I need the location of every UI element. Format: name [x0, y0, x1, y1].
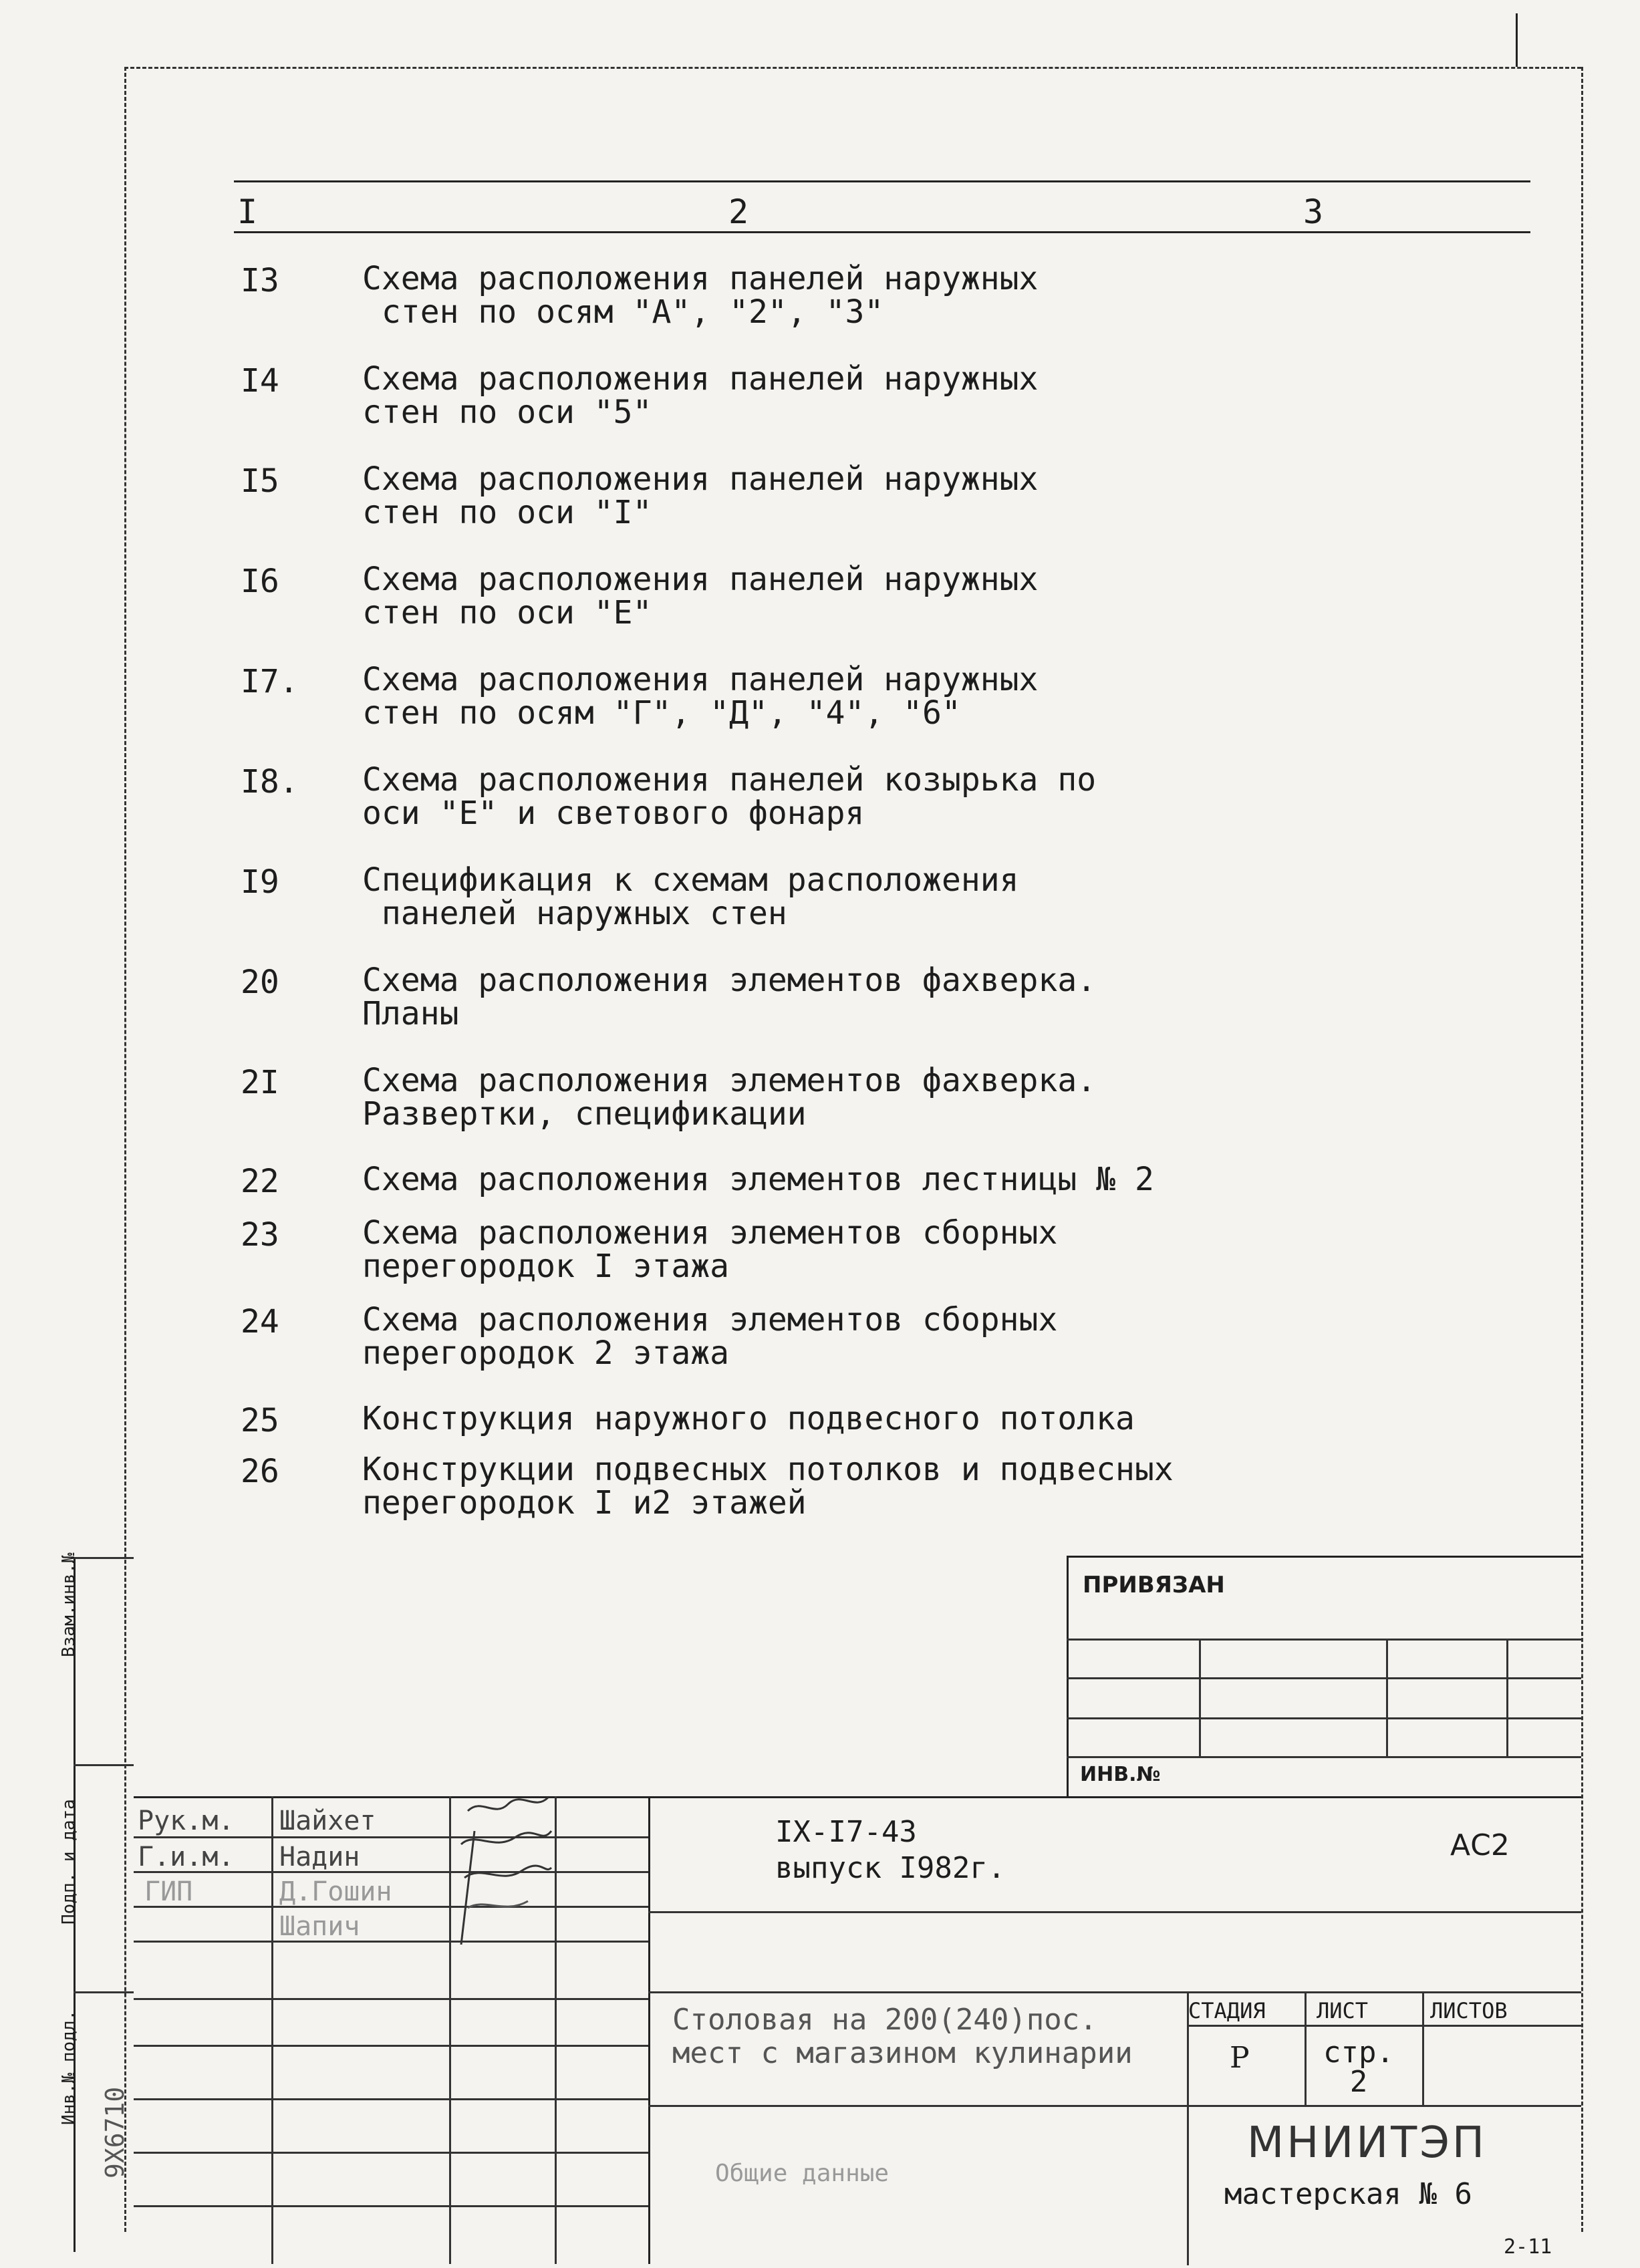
- side-inv-number: 9X6710: [100, 2086, 130, 2178]
- item-number: I6: [241, 563, 279, 600]
- item-number: I3: [241, 262, 279, 299]
- item-text: Схема расположения панелей наружных стен по оси "Е": [362, 561, 1039, 631]
- sheet-label: ЛИСТ: [1317, 1998, 1369, 2023]
- item-number: 22: [241, 1163, 279, 1200]
- item-text: Конструкции подвесных потолков и подвесных перегородок I и2 этажей: [362, 1451, 1174, 1522]
- item-text: Схема расположения элементов сборных перегородок 2 этажа: [362, 1301, 1058, 1372]
- header-top-line: [234, 180, 1530, 182]
- item-number: 20: [241, 964, 279, 1001]
- doc-code: IX-I7-43: [775, 1815, 917, 1849]
- column-header-1: I: [237, 192, 258, 231]
- signature-name: Надин: [279, 1842, 360, 1872]
- item-text: Спецификация к схемам расположения панелей наружных стен: [362, 861, 1019, 932]
- item-number: 24: [241, 1303, 279, 1340]
- item-text: Конструкция наружного подвесного потолка: [362, 1400, 1135, 1437]
- sheet-value: стр. 2: [1323, 2035, 1394, 2099]
- signature-name: Шайхет: [279, 1806, 376, 1836]
- signature-role: Рук.м.: [138, 1806, 235, 1836]
- stage-label: СТАДИЯ: [1188, 1998, 1266, 2023]
- page-edge-right: [1516, 13, 1518, 67]
- item-number: 23: [241, 1216, 279, 1254]
- side-label-inv-sub: Взам.инв.№: [59, 1552, 79, 1657]
- item-text: Схема расположения элементов фахверка. Планы: [362, 962, 1097, 1032]
- signature-role: ГИП: [144, 1876, 193, 1907]
- item-number: I4: [241, 362, 279, 400]
- item-text: Схема расположения панелей наружных стен по оси "5": [362, 360, 1039, 431]
- header-bottom-line: [234, 231, 1530, 233]
- side-label-sign-date: Подп. и дата: [59, 1799, 79, 1925]
- frame-right: [1581, 67, 1583, 2232]
- inv-label: ИНВ.№: [1080, 1763, 1161, 1786]
- item-text: Схема расположения элементов лестницы № 2: [362, 1161, 1154, 1198]
- item-number: I7.: [241, 663, 299, 700]
- handwritten-signatures: [454, 1791, 555, 1951]
- item-number: I5: [241, 462, 279, 500]
- project-description: Столовая на 200(240)пос. мест с магазином кулинарии: [672, 2003, 1133, 2070]
- item-number: 25: [241, 1402, 279, 1439]
- item-number: I9: [241, 863, 279, 901]
- item-number: 26: [241, 1453, 279, 1490]
- item-text: Схема расположения панелей наружных стен по осям "Г", "Д", "4", "6": [362, 661, 1039, 732]
- item-text: Схема расположения элементов сборных перегородок I этажа: [362, 1214, 1058, 1285]
- workshop-name: мастерская № 6: [1224, 2177, 1472, 2211]
- signature-name: Шапич: [279, 1911, 360, 1942]
- item-text: Схема расположения панелей наружных стен по осям "А", "2", "3": [362, 260, 1039, 331]
- signature-role: Г.и.м.: [138, 1842, 235, 1872]
- item-number: 2I: [241, 1064, 279, 1101]
- doc-issue: выпуск I982г.: [775, 1851, 1006, 1885]
- column-header-2: 2: [728, 192, 749, 231]
- frame-top: [124, 67, 1581, 69]
- item-text: Схема расположения элементов фахверка. Развертки, спецификации: [362, 1062, 1097, 1133]
- item-text: Схема расположения панелей козырька по оси "Е" и светового фонаря: [362, 761, 1097, 832]
- item-number: I8.: [241, 763, 299, 801]
- frame-left: [124, 67, 126, 2232]
- item-text: Схема расположения панелей наружных стен по оси "I": [362, 460, 1039, 531]
- binding-label: ПРИВЯЗАН: [1083, 1572, 1225, 1598]
- stage-value: Р: [1230, 2041, 1250, 2075]
- signature-name: Д.Гошин: [279, 1876, 392, 1907]
- document-name: Общие данные: [715, 2160, 890, 2187]
- side-label-inv-orig: Инв.№ подл.: [59, 2009, 79, 2125]
- sheets-label: ЛИСТОВ: [1430, 1998, 1508, 2023]
- doc-mark: АС2: [1450, 1828, 1510, 1862]
- corner-note: 2-11: [1504, 2235, 1552, 2259]
- column-header-3: 3: [1303, 192, 1324, 231]
- organization-name: МНИИТЭП: [1247, 2118, 1487, 2168]
